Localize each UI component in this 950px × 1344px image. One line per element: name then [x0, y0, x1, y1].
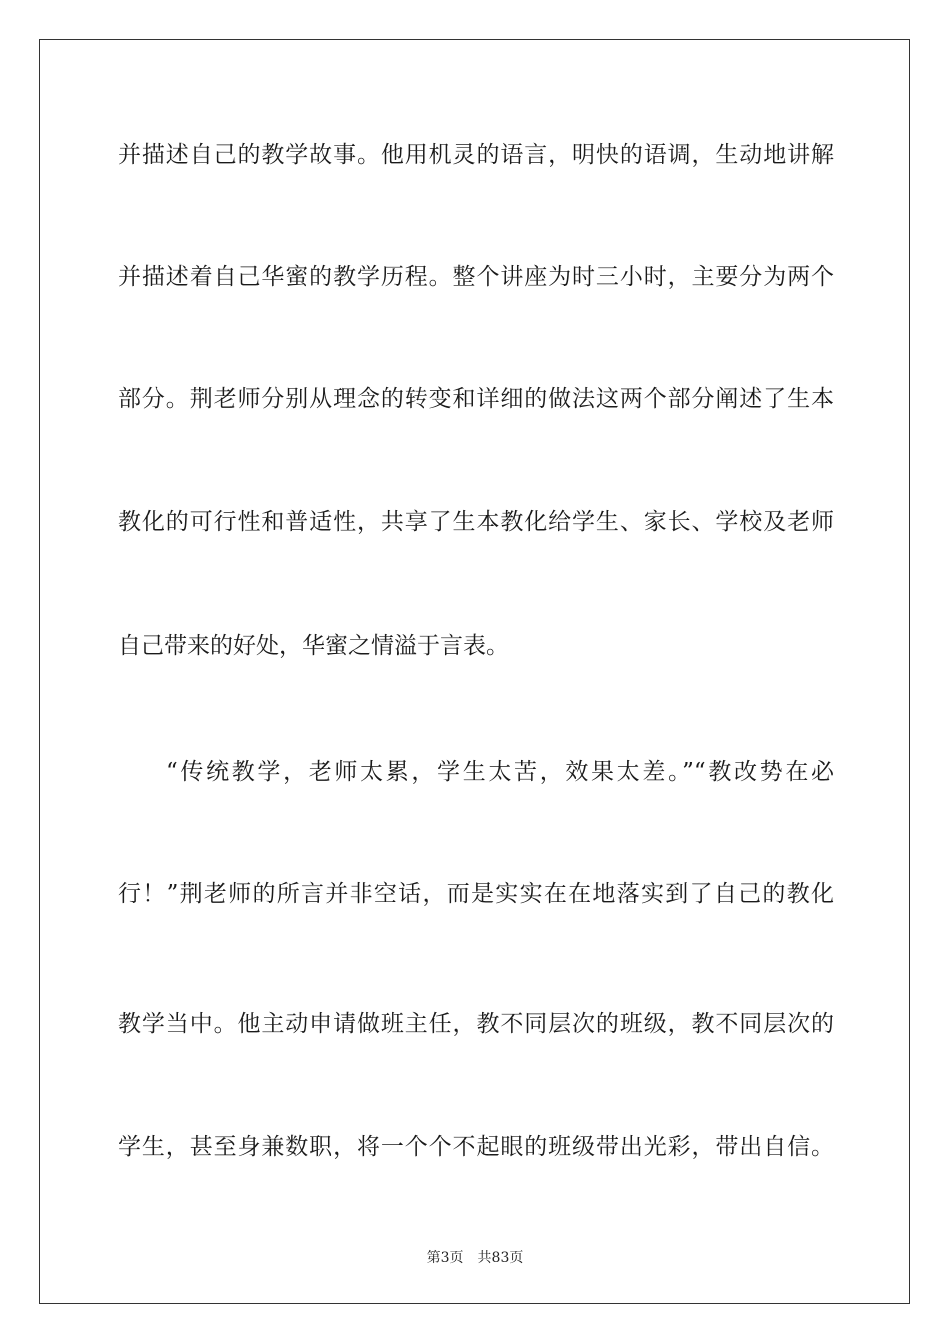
body-line-6: “传统教学，老师太累，学生太苦，效果太差。”“教改势在必	[166, 759, 834, 785]
body-line-9: 学生，甚至身兼数职，将一个个不起眼的班级带出光彩，带出自信。	[118, 1134, 834, 1160]
body-line-1: 并描述自己的教学故事。他用机灵的语言，明快的语调，生动地讲解	[118, 142, 834, 168]
page-border	[39, 39, 910, 1304]
body-line-2: 并描述着自己华蜜的教学历程。整个讲座为时三小时，主要分为两个	[118, 264, 834, 290]
body-line-7: 行！”荆老师的所言并非空话，而是实实在在地落实到了自己的教化	[118, 881, 834, 907]
body-line-5: 自己带来的好处，华蜜之情溢于言表。	[118, 633, 509, 659]
page-number-label: 第3页	[426, 1250, 464, 1266]
body-line-3: 部分。荆老师分别从理念的转变和详细的做法这两个部分阐述了生本	[118, 386, 834, 412]
body-line-4: 教化的可行性和普适性，共享了生本教化给学生、家长、学校及老师	[118, 509, 834, 535]
body-line-8: 教学当中。他主动申请做班主任，教不同层次的班级，教不同层次的	[118, 1011, 834, 1037]
page-total-label: 共83页	[477, 1250, 524, 1266]
page-footer	[0, 1247, 950, 1267]
